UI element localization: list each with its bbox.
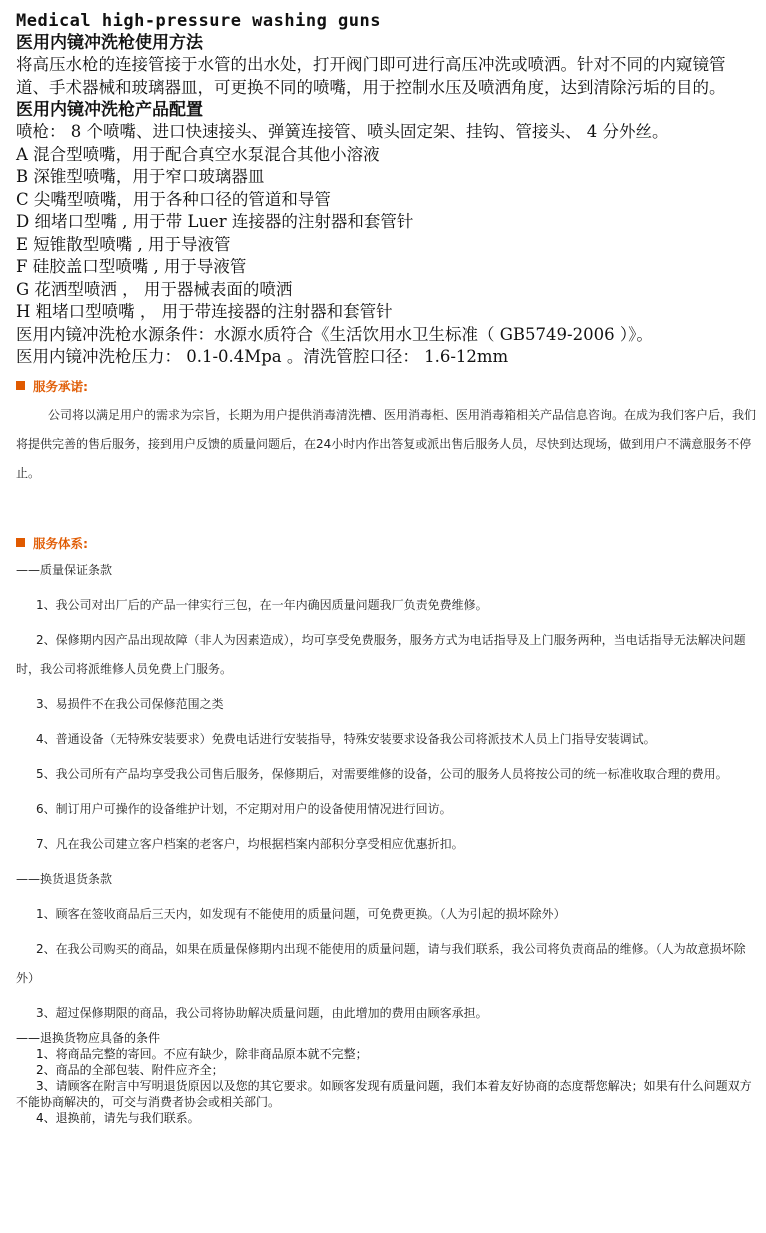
list-item: 3、请顾客在附言中写明退货原因以及您的其它要求。如顾客发现有质量问题，我们本着友好协商的态度帮您解决；如果有什么问题双方不能协商解决的，可交与消费者协会或相关部门。 [16,1078,752,1109]
list-item: 4、普通设备（无特殊安装要求）免费电话进行安装指导，特殊安装要求设备我公司将派技术人员上门指导安装调试。 [36,731,656,746]
usage-text [16,54,756,99]
list-item: 1、顾客在签收商品后三天内，如发现有不能使用的质量问题，可免费更换。（人为引起的损坏除外） [36,906,566,921]
list-item: 2、在我公司购买的商品，如果在质量保修期内出现不能使用的质量问题，请与我们联系，我公司将负责商品的维修。（人为故意损坏除外） [16,941,746,985]
nozzle-item: G 花洒型喷洒 ， 用于器械表面的喷洒 [16,279,293,299]
list-item: 2、商品的全部包装、附件应齐全； [36,1062,224,1077]
config-paragraph: 喷枪： 8 个喷嘴、进口快速接头、弹簧连接管、喷头固定架、挂钩、管接头、 4 分外丝。 [16,122,669,141]
usage-paragraph: 将高压水枪的连接管接于水管的出水处，打开阀门即可进行高压冲洗或喷洒。针对不同的内窥镜管道、手术器械和玻璃器皿，可更换不同的喷嘴，用于控制水压及喷洒角度，达到清除污垢的目的。 [16,55,726,97]
nozzle-item: E 短锥散型喷嘴 , 用于导液管 [16,234,231,254]
list-item: 2、保修期内因产品出现故障（非人为因素造成），均可享受免费服务，服务方式为电话指导及上门服务两种，当电话指导无法解决问题时，我公司将派维修人员免费上门服务。 [16,632,746,676]
exchange-title: ——换货退货条款 [16,871,113,886]
usage-heading: 医用内镜冲洗枪使用方法 [16,33,203,53]
square-bullet-icon [16,381,25,390]
square-bullet-icon [16,538,25,547]
service-promise-label: 服务承诺: [33,378,88,394]
list-item: 1、我公司对出厂后的产品一律实行三包，在一年内确因质量问题我厂负责免费维修。 [36,597,488,612]
config-heading: 医用内镜冲洗枪产品配置 [16,100,203,120]
list-item: 4、退换前，请先与我们联系。 [36,1110,200,1125]
list-item: 6、制订用户可操作的设备维护计划，不定期对用户的设备使用情况进行回访。 [36,801,452,816]
conditions-title: ——退换货物应具备的条件 [16,1030,161,1045]
nozzle-item: A 混合型喷嘴，用于配合真空水泵混合其他小溶液 [16,144,380,164]
config-block [16,121,756,369]
service-promise-text: 公司将以满足用户的需求为宗旨，长期为用户提供消毒清洗槽、医用消毒柜、医用消毒箱相关产品信息咨询。在成为我们客户后，我们将提供完善的售后服务，接到用户反馈的质量问题后，在24小时内作出答复或派出售后服务人员，尽快到达现场，做到用户不满意服务不停止。 [16,407,757,480]
water-source-text: 医用内镜冲洗枪水源条件：水源水质符合《生活饮用水卫生标准（ GB5749-2006 ）》。 [16,324,653,344]
list-item: 3、超过保修期限的商品，我公司将协助解决质量问题，由此增加的费用由顾客承担。 [36,1005,488,1020]
quality-list [16,591,756,859]
english-title: Medical high-pressure washing guns [16,11,381,31]
service-system-heading [16,534,756,552]
list-item: 1、将商品完整的寄回。不应有缺少，除非商品原本就不完整； [36,1046,368,1061]
document-body [16,10,756,1126]
exchange-list [16,900,756,1028]
service-system-label: 服务体系: [33,535,88,551]
nozzle-item: C 尖嘴型喷嘴，用于各种口径的管道和导管 [16,189,331,209]
nozzle-item: D 细堵口型嘴 , 用于带 Luer 连接器的注射器和套管针 [16,212,414,231]
nozzle-item: F 硅胶盖口型喷嘴 , 用于导液管 [16,257,247,276]
quality-title: ——质量保证条款 [16,562,113,577]
service-promise-heading [16,377,756,395]
list-item: 7、凡在我公司建立客户档案的老客户，均根据档案内部积分享受相应优惠折扣。 [36,836,464,851]
nozzle-item: H 粗堵口型喷嘴 ， 用于带连接器的注射器和套管针 [16,302,393,321]
list-item: 3、易损件不在我公司保修范围之类 [36,696,224,711]
pressure-text: 医用内镜冲洗枪压力： 0.1-0.4Mpa 。清洗管腔口径： 1.6-12mm [16,347,509,366]
nozzle-item: B 深锥型喷嘴，用于窄口玻璃器皿 [16,167,265,186]
list-item: 5、我公司所有产品均享受我公司售后服务，保修期后，对需要维修的设备，公司的服务人员将按公司的统一标准收取合理的费用。 [36,766,728,781]
conditions-block [16,1030,756,1126]
